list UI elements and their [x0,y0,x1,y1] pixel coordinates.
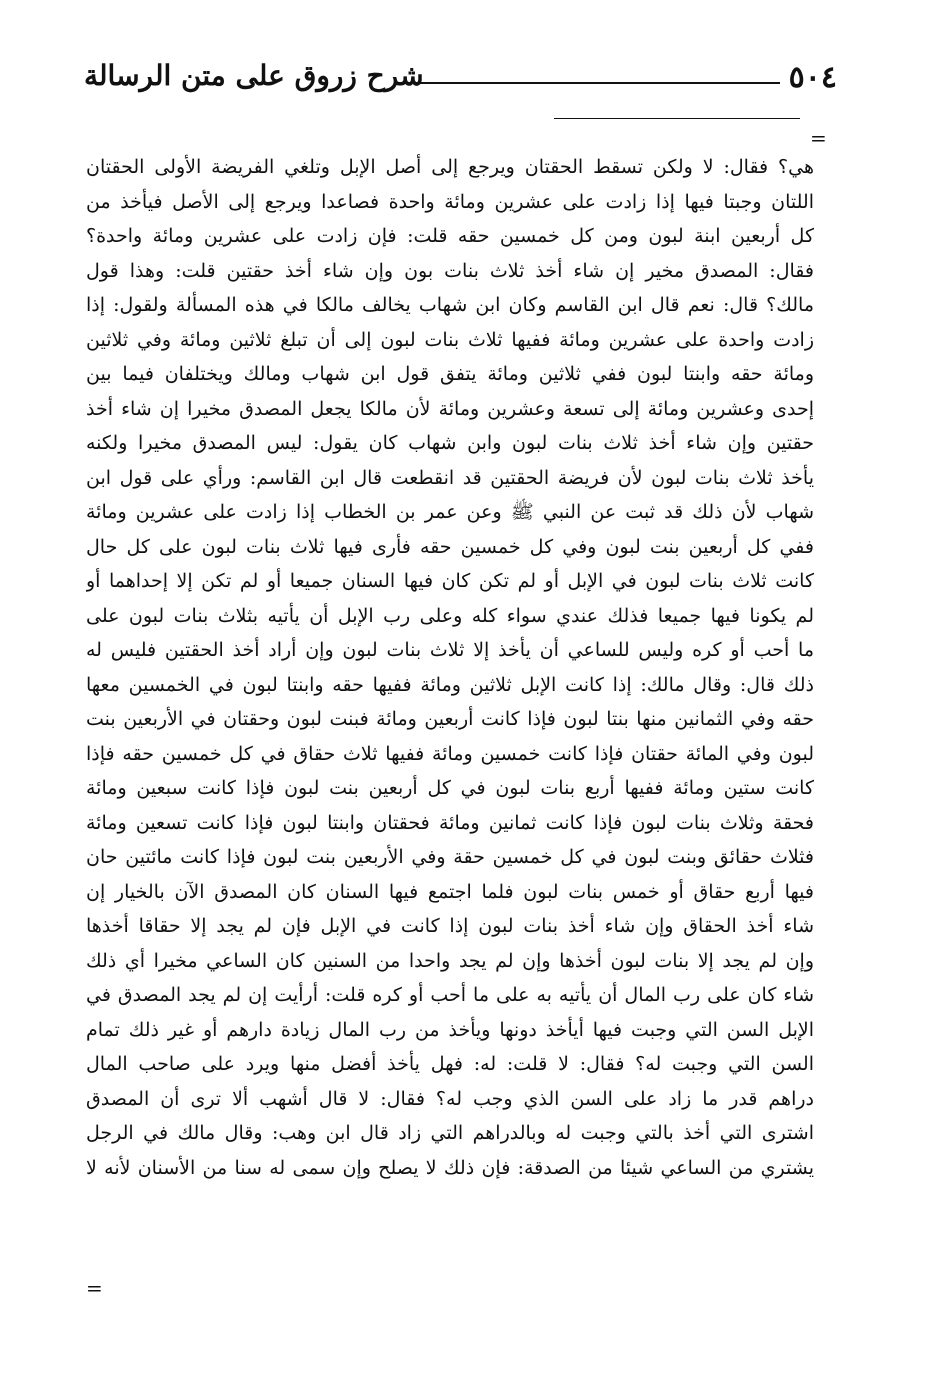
text-line: كانت ثلاث بنات لبون في الإبل أو لم تكن كان فيها السنان جميعا أو لم تكن إلا إحداهما أو [86,570,814,592]
text-line: مالك؟ قال: نعم قال ابن القاسم وكان ابن شهاب يخالف مالكا في هذه المسألة ولقول: إذا [86,294,814,316]
text-line: الإبل السن التي وجبت فيها أيأخذ دونها ويأخذ من رب المال زيادة دارهم أو غير ذلك تمام [86,1018,814,1041]
text-line: كانت ستين ومائة ففيها أربع بنات لبون في كل أربعين بنت لبون فإذا كانت سبعين ومائة [86,777,814,799]
text-line: يشتري من الساعي شيئا من الصدقة: فإن ذلك لا يصلح وإن سمى له سنا من الأسنان لأنه لا [86,1156,814,1179]
text-line: ما أحب أو كره وليس للساعي أن يأخذ إلا ثلاث بنات لبون وإن أراد أخذ الحقتين فليس له [86,639,814,661]
text-line: شاء كان على رب المال أن يأتيه به على ما أحب أو كره قلت: أرأيت إن لم يجد المصدق في [86,984,814,1006]
text-line: إحدى وعشرين ومائة إلى تسعة وعشرين ومائة لأن مالكا يجعل المصدق مخيرا إن شاء أخذ [86,397,814,420]
text-line: ففي كل أربعين بنت لبون وفي كل خمسين حقه فأرى فيها ثلاث بنات لبون على كل حال [86,535,814,558]
text-line: حقتين وإن شاء أخذ ثلاث بنات لبون وابن شهاب كان يقول: ليس المصدق مخيرا ولكنه [86,432,814,454]
text-line: فقال: المصدق مخير إن شاء أخذ ثلاث بنات بون وإن شاء أخذ حقتين قلت: وهذا قول [86,259,814,282]
text-line: هي؟ فقال: لا ولكن تسقط الحقتان ويرجع إلى أصل الإبل وتلغي الفريضة الأولى الحقتان [86,156,814,178]
text-line: اشترى التي أخذ بالتي وجبت له وبالدراهم التي زاد قال ابن وهب: وقال مالك في الرجل [86,1122,814,1144]
text-line: شهاب لأن ذلك قد ثبت عن النبي ﷺ وعن عمر بن الخطاب إذا زادت على عشرين ومائة [86,501,814,523]
text-line: فثلاث حقائق وبنت لبون في كل خمسين حقة وفي الأربعين بنت لبون فإذا كانت مائتين حان [86,846,814,868]
header-rule [402,82,780,84]
text-line: يأخذ ثلاث بنات لبون لأن فريضة الحقتين قد انقطعت قال ابن القاسم: ورأي على قول ابن [86,466,814,489]
text-line: ذلك قال: وقال مالك: إذا كانت الإبل ثلاثين ومائة ففيها حقه وابنتا لبون في الخمسين معها [86,673,814,696]
text-line: السن التي وجبت له؟ فقال: لا قلت: له: فهل يأخذ أفضل منها ويرد على صاحب المال [86,1053,814,1075]
text-line: ومائة حقه وابنتا لبون ففي ثلاثين ومائة يتفق قول ابن شهاب ومالك ويختلفان فيما بين [86,363,814,385]
page-number: ٥٠٤ [788,60,837,95]
margin-mark-bottom: = [86,1276,103,1300]
body-text [86,150,814,1185]
text-line: فيها أربع حقاق أو خمس بنات لبون فلما اجتمع فيها السنان كان المصدق الآن بالخيار إن [86,880,814,903]
text-line: شاء أخذ الحقاق وإن شاء أخذ بنات لبون إذا كانت في الإبل فإن لم يجد إلا حقاقا أخذها [86,915,814,937]
running-title: شرح زروق على متن الرسالة [84,59,424,92]
text-line: حقه وفي الثمانين منها بنتا لبون فإذا كانت أربعين ومائة فبنت لبون وحقتان في الأربعين بنت [86,708,814,730]
text-line: دراهم قدر ما زاد على السن الذي وجب له؟ فقال: لا قال أشهب ألا ترى أن المصدق [86,1087,814,1110]
text-line: كل أربعين ابنة لبون ومن كل خمسين حقه قلت: فإن زادت على عشرين ومائة واحدة؟ [86,225,814,247]
top-rule [554,118,800,119]
text-line: زادت واحدة على عشرين ومائة ففيها ثلاث بنات لبون إلى أن تبلغ ثلاثين ومائة وفي ثلاثين [86,328,814,351]
text-line: وإن لم يجد إلا بنات لبون أخذها وإن لم يجد واحدا من السنين كان الساعي مخيرا أي ذلك [86,949,814,972]
margin-mark-top: = [810,126,827,150]
text-line: اللتان وجبتا فيها إذا زادت على عشرين ومائة واحدة فصاعدا ويرجع إلى الأصل فيأخذ من [86,190,814,213]
text-line: لبون وفي المائة حقتان فإذا كانت خمسين ومائة ففيها ثلاث حقاق في كل خمسين حقه فإذا [86,742,814,765]
text-line: لم يكونا فيها جميعا فذلك عندي سواء كله وعلى رب الإبل أن يأتيه بثلاث بنات لبون على [86,604,814,627]
text-line: فحقة وثلاث بنات لبون فإذا كانت ثمانين ومائة فحقتان وابنتا لبون فإذا كانت تسعين ومائة [86,811,814,834]
